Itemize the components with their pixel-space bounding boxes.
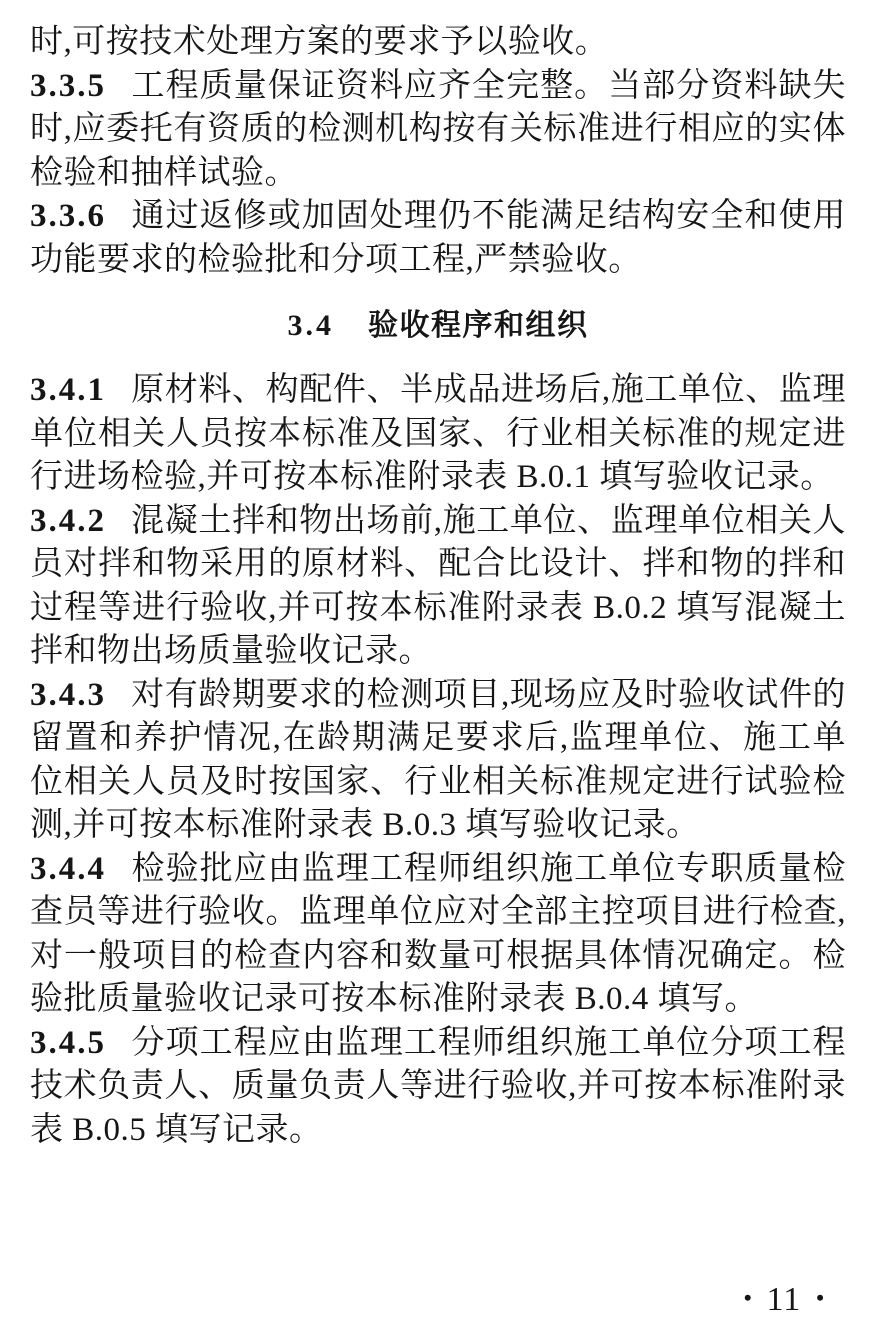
clause-3-4-4 bbox=[30, 848, 846, 1022]
clause-number: 3.4.3 bbox=[30, 676, 106, 713]
clause-3-4-1 bbox=[30, 369, 846, 500]
page-number-value: 11 bbox=[766, 1281, 802, 1318]
clause-number: 3.4.2 bbox=[30, 502, 106, 539]
continuation-text: 时,可按技术处理方案的要求予以验收。 bbox=[30, 24, 609, 60]
page-number bbox=[744, 1278, 824, 1320]
clause-number: 3.4.1 bbox=[30, 372, 106, 408]
clause-number: 3.3.6 bbox=[30, 198, 106, 234]
clause-text: 检验批应由监理工程师组织施工单位专职质量检查员等进行验收。监理单位应对全部主控项目进行检查,对一般项目的检查内容和数量可根据具体情况确定。检验批质量验收记录可按本标准附录表 B.0.4 填写。 bbox=[30, 850, 846, 1017]
section-title: 验收程序和组织 bbox=[368, 309, 589, 342]
clause-3-4-2 bbox=[30, 500, 846, 674]
clause-text: 对有龄期要求的检测项目,现场应及时验收试件的留置和养护情况,在龄期满足要求后,监理单位、施工单位相关人员及时按国家、行业相关标准规定进行试验检测,并可按本标准附录表 B.0.3 填写验收记录。 bbox=[30, 676, 846, 843]
clause-3-4-3 bbox=[30, 674, 846, 848]
bullet-icon: • bbox=[743, 1285, 752, 1310]
section-heading bbox=[30, 304, 846, 348]
bullet-icon: • bbox=[816, 1285, 824, 1310]
clause-3-3-6 bbox=[30, 195, 846, 282]
clause-number: 3.3.5 bbox=[30, 67, 106, 104]
section-number: 3.4 bbox=[287, 309, 334, 342]
clause-number: 3.4.4 bbox=[30, 850, 106, 887]
clause-3-4-5 bbox=[30, 1022, 846, 1153]
clause-text: 分项工程应由监理工程师组织施工单位分项工程技术负责人、质量负责人等进行验收,并可按本标准附录表 B.0.5 填写记录。 bbox=[30, 1024, 846, 1148]
clause-text: 原材料、构配件、半成品进场后,施工单位、监理单位相关人员按本标准及国家、行业相关标准的规定进行进场检验,并可按本标准附录表 B.0.1 填写验收记录。 bbox=[30, 372, 846, 495]
clause-number: 3.4.5 bbox=[30, 1024, 106, 1061]
continuation-paragraph bbox=[30, 21, 846, 65]
page-body bbox=[30, 21, 846, 1152]
clause-text: 混凝土拌和物出场前,施工单位、监理单位相关人员对拌和物采用的原材料、配合比设计、拌和物的拌和过程等进行验收,并可按本标准附录表 B.0.2 填写混凝土拌和物出场质量验收记录。 bbox=[30, 502, 846, 669]
clause-text: 通过返修或加固处理仍不能满足结构安全和使用功能要求的检验批和分项工程,严禁验收。 bbox=[30, 198, 846, 278]
clause-3-3-5 bbox=[30, 65, 846, 196]
clause-text: 工程质量保证资料应齐全完整。当部分资料缺失时,应委托有资质的检测机构按有关标准进行相应的实体检验和抽样试验。 bbox=[30, 67, 846, 191]
